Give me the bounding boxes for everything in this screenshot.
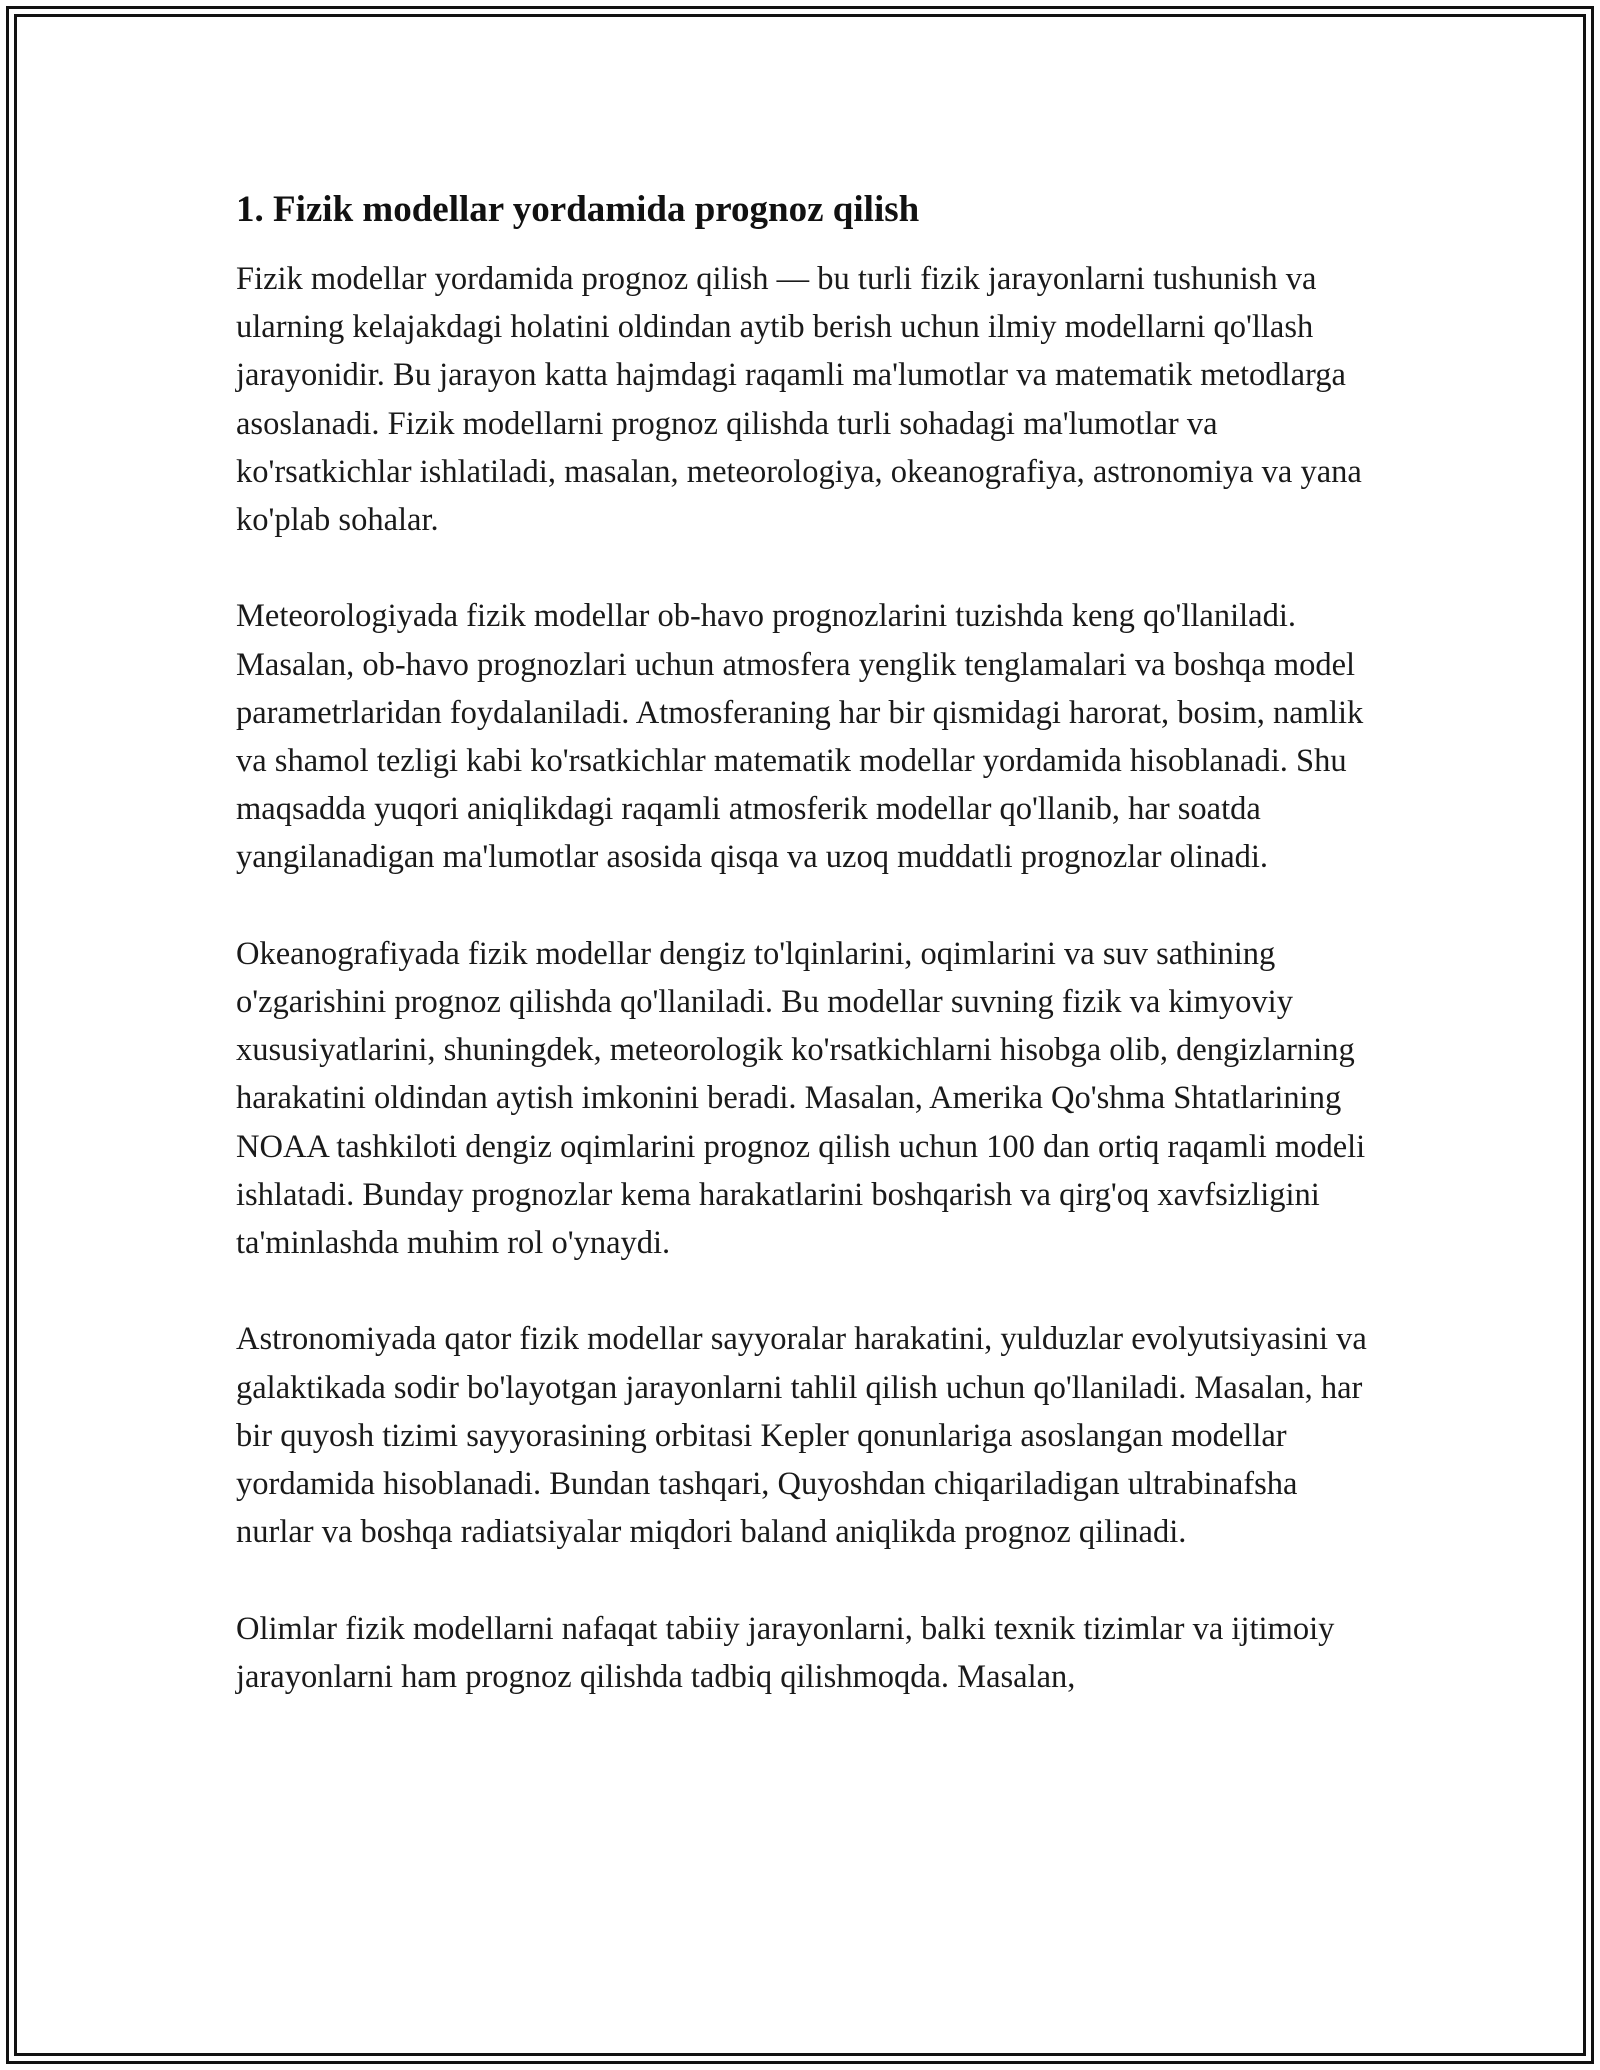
paragraph-scientists: Olimlar fizik modellarni nafaqat tabiiy jarayonlarni, balki texnik tizimlar va ijtimoiy jarayonlarni ham prognoz qilishda tadbiq qilishmoqda. Masalan, xyxy=(236,1610,1335,1695)
section-heading: 1. Fizik modellar yordamida prognoz qilish xyxy=(236,189,920,230)
paragraph-intro: Fizik modellar yordamida prognoz qilish — bu turli fizik jarayonlarni tushunish va ularning kelajakdagi holatini oldindan aytib berish uchun ilmiy modellarni qo'llash jarayonidir. Bu jarayon katta hajmdagi raqamli ma'lumotlar va matematik metodlarga asoslanadi. Fizik modellarni prognoz qilishda turli sohadagi ma'lumotlar va ko'rsatkichlar ishlatiladi, masalan, meteorologiya, okeanografiya, astronomiya va yana ko'plab sohalar. xyxy=(236,261,1362,539)
paragraph-meteorology: Meteorologiyada fizik modellar ob-havo prognozlarini tuzishda keng qo'llaniladi. Masalan, ob-havo prognozlari uchun atmosfera yenglik tenglamalari va boshqa model parametrlaridan foydalaniladi. Atmosferaning har bir qismidagi harorat, bosim, namlik va shamol tezligi kabi ko'rsatkichlar matematik modellar yordamida hisoblanadi. Shu maqsadda yuqori aniqlikdagi raqamli atmosferik modellar qo'llanib, har soatda yangilanadigan ma'lumotlar asosida qisqa va uzoq muddatli prognozlar olinadi. xyxy=(236,598,1364,876)
document-body xyxy=(236,185,1376,1749)
paragraph-oceanography: Okeanografiyada fizik modellar dengiz to'lqinlarini, oqimlarini va suv sathining o'zgarishini prognoz qilishda qo'llaniladi. Bu modellar suvning fizik va kimyoviy xususiyatlarini, shuningdek, meteorologik ko'rsatkichlarni hisobga olib, dengizlarning harakatini oldindan aytish imkonini beradi. Masalan, Amerika Qo'shma Shtatlarining NOAA tashkiloti dengiz oqimlarini prognoz qilish uchun 100 dan ortiq raqamli modeli ishlatadi. Bunday prognozlar kema harakatlarini boshqarish va qirg'oq xavfsizligini ta'minlashda muhim rol o'ynaydi. xyxy=(236,935,1366,1262)
paragraph-astronomy: Astronomiyada qator fizik modellar sayyoralar harakatini, yulduzlar evolyutsiyasini va galaktikada sodir bo'layotgan jarayonlarni tahlil qilish uchun qo'llaniladi. Masalan, har bir quyosh tizimi sayyorasining orbitasi Kepler qonunlariga asoslangan modellar yordamida hisoblanadi. Bundan tashqari, Quyoshdan chiqariladigan ultrabinafsha nurlar va boshqa radiatsiyalar miqdori baland aniqlikda prognoz qilinadi. xyxy=(236,1321,1367,1551)
